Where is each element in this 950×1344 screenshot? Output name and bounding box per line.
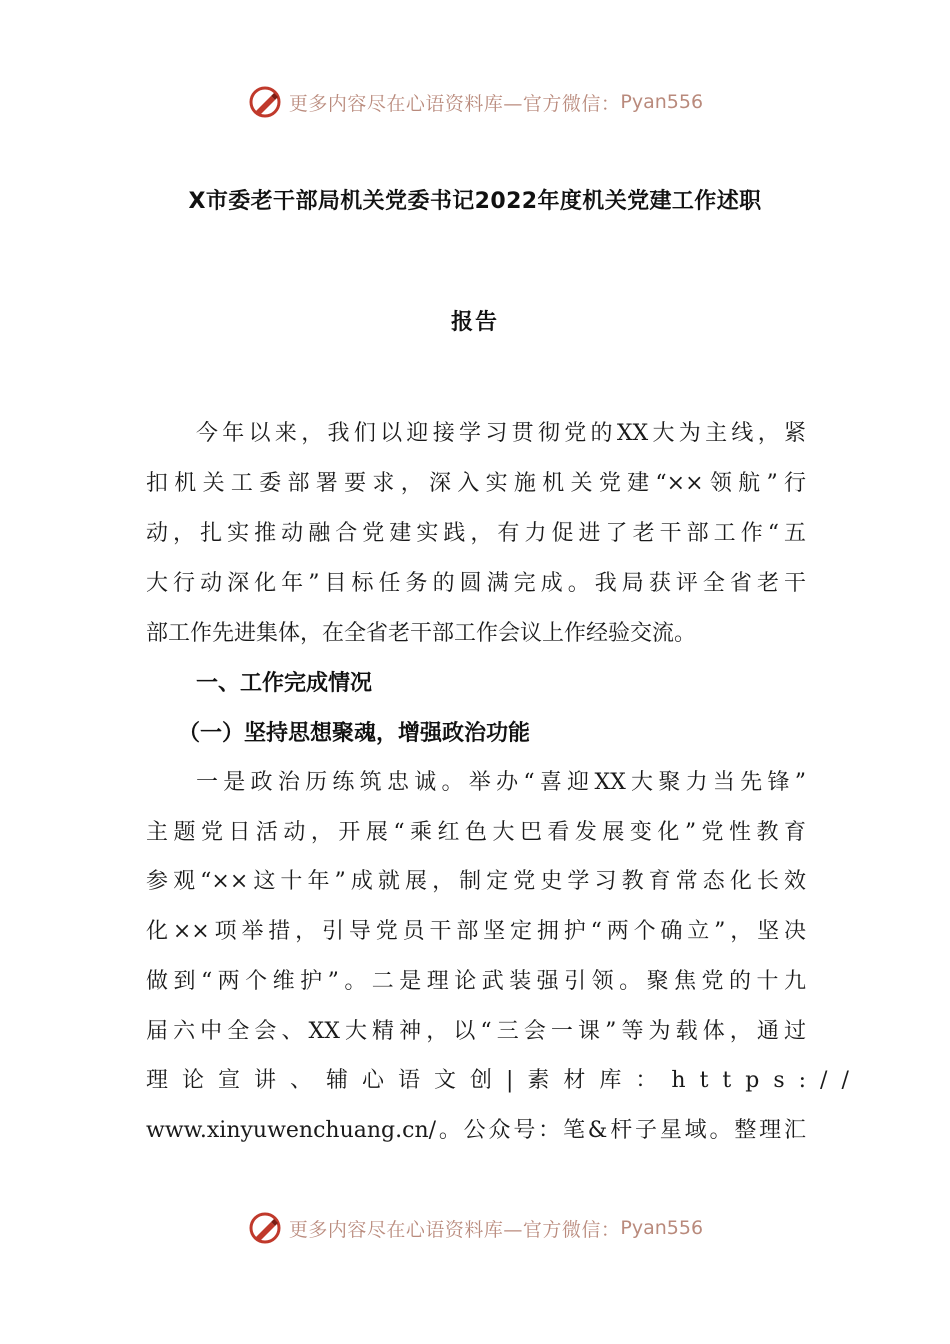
watermark-id: Pyan556 — [620, 91, 704, 113]
paragraph2-line: 化××项举措，引导党员干部坚定拥护“两个确立”，坚决 — [146, 919, 806, 944]
paragraph2-line: 做到“两个维护”。二是理论武装强引领。聚焦党的十九 — [146, 969, 806, 994]
footer-watermark — [0, 1208, 950, 1248]
watermark-text: 更多内容尽在心语资料库—官方微信： — [288, 92, 621, 115]
document-title-line1: X市委老干部局机关党委书记2022年度机关党建工作述职 — [188, 189, 762, 214]
document-title-line2: 报告 — [450, 310, 499, 335]
pen-logo-icon — [247, 1210, 283, 1246]
paragraph2-line: 主题党日活动，开展“乘红色大巴看发展变化”党性教育 — [146, 820, 806, 845]
paragraph2-line: 理论宣讲、辅心语文创|素材库：https:// — [146, 1068, 863, 1093]
watermark-id: Pyan556 — [620, 1217, 704, 1239]
paragraph1-line: 扣机关工委部署要求，深入实施机关党建“××领航”行 — [146, 471, 806, 496]
paragraph1-line: 今年以来，我们以迎接学习贯彻党的XX大为主线，紧 — [196, 421, 806, 446]
header-watermark — [0, 82, 950, 122]
paragraph1-line: 大行动深化年”目标任务的圆满完成。我局获评全省老干 — [146, 571, 806, 596]
paragraph2-line: 届六中全会、XX大精神，以“三会一课”等为载体，通过 — [146, 1019, 806, 1044]
paragraph2-line: www.xinyuwenchuang.cn/。公众号：笔&杆子星域。整理汇 — [146, 1118, 806, 1143]
watermark-text: 更多内容尽在心语资料库—官方微信： — [288, 1218, 621, 1241]
subsection-heading: （一）坚持思想聚魂，增强政治功能 — [178, 721, 531, 746]
paragraph2-line: 参观“××这十年”成就展，制定党史学习教育常态化长效 — [146, 869, 806, 894]
paragraph2-line: 一是政治历练筑忠诚。举办“喜迎XX大聚力当先锋” — [196, 770, 806, 795]
section-heading: 一、工作完成情况 — [196, 671, 373, 696]
pen-logo-icon — [247, 84, 283, 120]
paragraph1-line: 部工作先进集体，在全省老干部工作会议上作经验交流。 — [146, 621, 697, 646]
paragraph1-line: 动，扎实推动融合党建实践，有力促进了老干部工作“五 — [146, 521, 806, 546]
